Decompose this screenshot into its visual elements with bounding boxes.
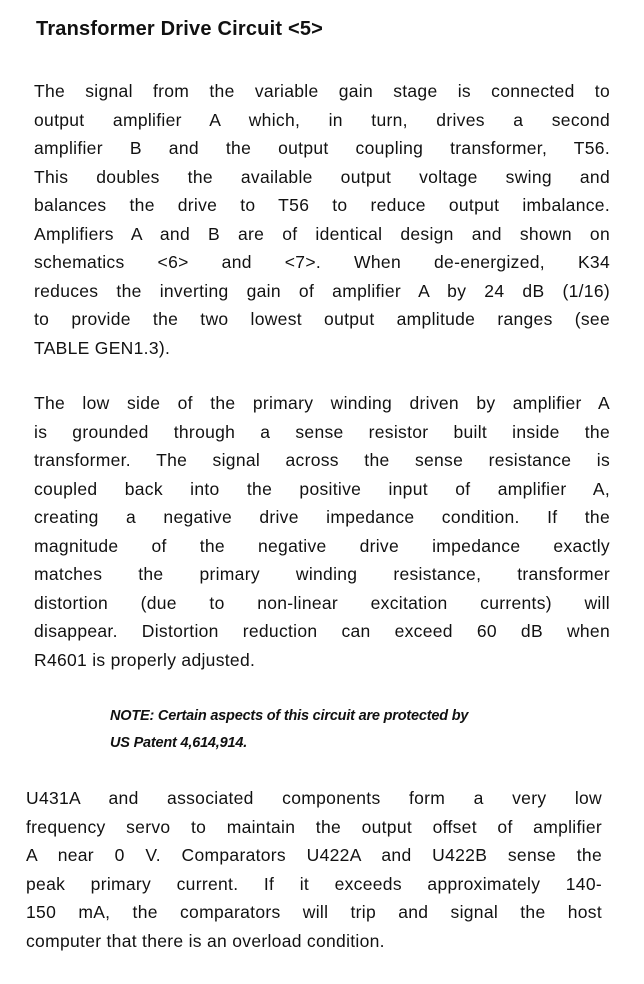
patent-note bbox=[110, 703, 468, 757]
paragraph-line: U431A and associated components form a very low bbox=[26, 788, 602, 808]
paragraph-line: transformer. The signal across the sense resistance is bbox=[34, 450, 610, 470]
paragraph-line: This doubles the available output voltage swing and bbox=[34, 166, 610, 187]
paragraph-line: schematics <6> and <7>. When de-energized, K34 bbox=[34, 252, 610, 272]
paragraph-line: computer that there is an overload condition. bbox=[26, 930, 385, 951]
paragraph-line: R4601 is properly adjusted. bbox=[34, 649, 256, 670]
paragraph-line: disappear. Distortion reduction can exceed 60 dB when bbox=[34, 621, 610, 641]
paragraph-line: frequency servo to maintain the output offset of amplifier bbox=[26, 816, 602, 837]
paragraph-line: The signal from the variable gain stage is connected to bbox=[34, 81, 610, 101]
paragraph-line: balances the drive to T56 to reduce output imbalance. bbox=[34, 195, 610, 215]
paragraph-line: A near 0 V. Comparators U422A and U422B sense the bbox=[26, 845, 602, 865]
paragraph-line: peak primary current. If it exceeds approximately 140- bbox=[26, 873, 602, 894]
paragraph-line: output amplifier A which, in turn, drives a second bbox=[34, 109, 610, 130]
paragraph-line: distortion (due to non-linear excitation currents) will bbox=[34, 592, 610, 613]
paragraph-sense-resistor bbox=[34, 389, 610, 674]
paragraph-line: TABLE GEN1.3). bbox=[34, 337, 171, 358]
paragraph-line: Amplifiers A and B are of identical design and shown on bbox=[34, 223, 610, 244]
paragraph-line: to provide the two lowest output amplitude ranges (see bbox=[34, 309, 610, 329]
note-line: US Patent 4,614,914. bbox=[110, 735, 248, 751]
paragraph-transformer-drive bbox=[34, 77, 610, 362]
paragraph-line: The low side of the primary winding driven by amplifier A bbox=[34, 393, 610, 413]
paragraph-line: reduces the inverting gain of amplifier A by 24 dB (1/16) bbox=[34, 280, 610, 301]
paragraph-line: is grounded through a sense resistor built inside the bbox=[34, 421, 610, 442]
paragraph-servo bbox=[26, 784, 602, 955]
section-title: Transformer Drive Circuit <5> bbox=[36, 18, 324, 40]
paragraph-line: creating a negative drive impedance condition. If the bbox=[34, 507, 610, 527]
paragraph-line: coupled back into the positive input of amplifier A, bbox=[34, 478, 610, 499]
paragraph-line: magnitude of the negative drive impedance exactly bbox=[34, 535, 610, 556]
note-line: NOTE: Certain aspects of this circuit are protected by bbox=[110, 708, 469, 724]
paragraph-line: 150 mA, the comparators will trip and signal the host bbox=[26, 902, 602, 922]
paragraph-line: matches the primary winding resistance, transformer bbox=[34, 564, 610, 584]
paragraph-line: amplifier B and the output coupling transformer, T56. bbox=[34, 138, 610, 158]
